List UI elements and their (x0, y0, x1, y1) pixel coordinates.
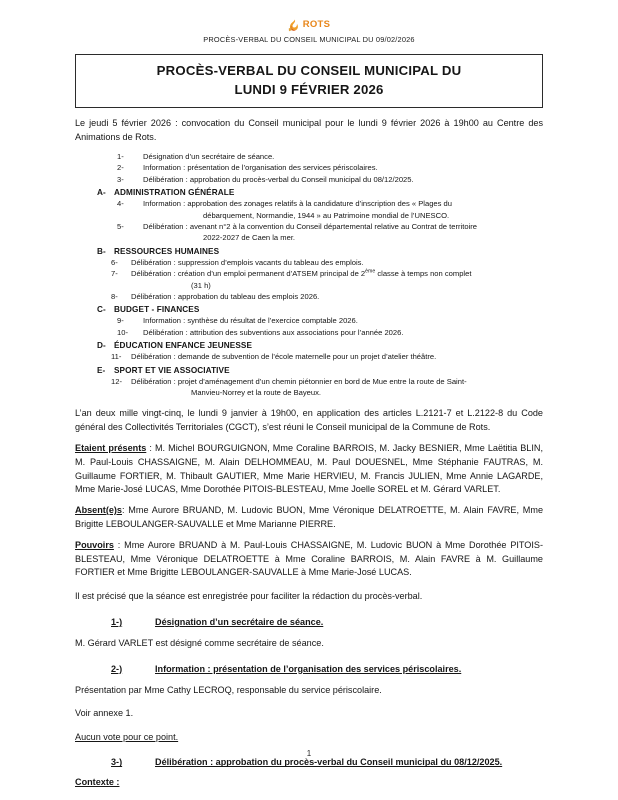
resolution-title: Information : présentation de l’organisation des services périscolaires. (155, 663, 462, 674)
title-line-2: LUNDI 9 FÉVRIER 2026 (234, 81, 384, 97)
resolution-title: Délibération : approbation du procès-verbal du Conseil municipal du 08/12/2025. (155, 757, 503, 768)
agenda-section-e (97, 366, 543, 375)
resolution-heading-3 (111, 757, 543, 767)
agenda-item-number: 2- (117, 163, 124, 173)
agenda-item-text: Délibération : avenant n°2 à la convention du Conseil départemental relative au Contrat de territoire 2022-2027 de Caen la mer. (143, 221, 543, 244)
page-number: 1 (306, 749, 312, 758)
resolution-number: 3-) (111, 757, 123, 768)
preamble-paragraph: L’an deux mille vingt-cinq, le lundi 9 janvier à 19h00, en application des articles L.2121-7 et L.2122-8 du Code général des Collectivités Territoriales (CGCT), s’est réuni le Conseil municipal de la Commune de Rots. (75, 408, 543, 433)
agenda-item-number: 5- (117, 222, 124, 232)
attendance-absent (75, 504, 543, 532)
agenda-item (117, 198, 543, 221)
agenda-item (117, 221, 543, 244)
agenda-section-title: ÉDUCATION ENFANCE JEUNESSE (114, 341, 253, 351)
agenda-section-b (97, 247, 543, 256)
resolution-number: 1-) (111, 616, 123, 627)
agenda-item-text: Information : approbation des zonages relatifs à la candidature d’inscription des « Plages du débarquement, Normandie, 1944 » au Patrimoine mondial de l’UNESCO. (143, 198, 543, 221)
agenda-item-text: Information : synthèse du résultat de l’exercice comptable 2026. (143, 316, 358, 326)
agenda-item (117, 162, 543, 173)
agenda-item-number: 9- (117, 316, 124, 326)
agenda-item-text: Délibération : approbation du tableau des emplois 2026. (131, 292, 320, 301)
logo-text: ROTS (302, 19, 331, 31)
agenda-item-continuation: débarquement, Normandie, 1944 » au Patrimoine mondial de l’UNESCO. (203, 210, 450, 220)
agenda-section-title: BUDGET - FINANCES (114, 305, 200, 315)
agenda-section-title: SPORT ET VIE ASSOCIATIVE (114, 365, 230, 375)
resolution-heading-2 (111, 664, 543, 674)
agenda-item (111, 291, 543, 302)
agenda-item-number: 6- (111, 257, 118, 267)
attendance-present-text: : M. Michel BOURGUIGNON, Mme Coraline BARROIS, M. Jacky BESNIER, Mme Laëtitia BLIN, M. Paul-Louis CHASSAIGNE, M. Alain DELHOMMEAU, M. Paul DOUESNEL, Mme Stéphanie FAUTRAS, M. Guillaume FORTIER, M. Thibault GAUTIER, Mme Marie HERVIEU, M. Francis JULIEN, Mme Annie LAGARDE, Mme Marie-José LUCAS, Mme Dorothée PITOIS-BLESTEAU, Mme Joelle SOREL et M. Gérard VARLET. (75, 442, 543, 495)
agenda-section-letter: A- (97, 188, 106, 198)
agenda-item-text: Délibération : suppression d’emplois vacants du tableau des emplois. (131, 257, 364, 267)
agenda-item-continuation: Manvieu-Norrey et la route de Bayeux. (191, 387, 322, 397)
agenda-item (111, 268, 543, 291)
running-head: PROCÈS-VERBAL DU CONSEIL MUNICIPAL DU 09/02/2026 (203, 35, 415, 44)
agenda-section-d (97, 341, 543, 350)
agenda-item-text: Délibération : projet d’aménagement d’un chemin piétonnier en bord de Mue entre la route de Saint- Manvieu-Norrey et la route de Bayeux. (131, 376, 543, 399)
title-line-1: PROCÈS-VERBAL DU CONSEIL MUNICIPAL DU (156, 63, 462, 78)
agenda-item (117, 151, 543, 162)
resolution-1-body: M. Gérard VARLET est désigné comme secrétaire de séance. (75, 637, 324, 648)
attendance-absent-label: Absent(e)s (75, 505, 122, 516)
agenda-item (111, 376, 543, 399)
ordinal-suffix: ème (365, 268, 376, 275)
document-title-box (75, 54, 543, 108)
agenda-item-text: Délibération : attribution des subventions aux associations pour l’année 2026. (143, 327, 404, 337)
agenda-item (111, 351, 543, 362)
agenda-item-continuation: 2022-2027 de Caen la mer. (203, 233, 296, 243)
agenda-item-number: 12- (111, 376, 122, 386)
agenda-item (117, 327, 543, 338)
agenda-section-letter: D- (97, 341, 106, 351)
recording-notice: Il est précisé que la séance est enregistrée pour faciliter la rédaction du procès-verbal. (75, 591, 423, 602)
attendance-absent-text: : Mme Aurore BRUAND, M. Ludovic BUON, Mme Véronique DELATROETTE, M. Alain FAVRE, Mme Brigitte LEBOULANGER-SAUVALLE et Mme Marianne PIERRE. (75, 505, 543, 530)
agenda-section-letter: E- (97, 365, 106, 375)
agenda-section-c (97, 305, 543, 314)
agenda-item-text: Désignation d’un secrétaire de séance. (143, 152, 275, 162)
resolution-3-context-label: Contexte : (75, 777, 120, 788)
agenda-item-continuation: (31 h) (191, 280, 211, 290)
agenda-item-number: 11- (111, 352, 122, 362)
agenda-section-a (97, 188, 543, 197)
attendance-powers (75, 539, 543, 580)
rots-logo-icon (288, 19, 300, 32)
agenda-item (111, 257, 543, 268)
agenda-item (117, 174, 543, 185)
attendance-present (75, 442, 543, 497)
attendance-powers-label: Pouvoirs (75, 539, 114, 550)
agenda-list (75, 151, 543, 398)
resolution-2-vote-note: Aucun vote pour ce point. (75, 731, 179, 742)
resolution-2-annex-ref: Voir annexe 1. (75, 708, 134, 719)
agenda-item-number: 1- (117, 152, 124, 162)
logo-row (75, 18, 543, 32)
agenda-item-text: Délibération : approbation du procès-verbal du Conseil municipal du 08/12/2025. (143, 174, 414, 184)
agenda-item (117, 315, 543, 326)
agenda-item-text: Délibération : demande de subvention de l’école maternelle pour un projet d’atelier théâtre. (131, 352, 437, 362)
agenda-item-text: Délibération : création d’un emploi permanent d’ATSEM principal de 2ème classe à temps non complet (31 h) (131, 268, 543, 291)
agenda-section-letter: B- (97, 246, 106, 256)
attendance-present-label: Etaient présents (75, 442, 147, 453)
agenda-item-number: 3- (117, 174, 124, 184)
attendance-powers-text: : Mme Aurore BRUAND à M. Paul-Louis CHASSAIGNE, M. Ludovic BUON à Mme Dorothée PITOIS-BLESTEAU, Mme Véronique DELATROETTE à Mme Coraline BARROIS, M. Alain FAVRE à M. Guillaume FORTIER et Mme Brigitte LEBOULANGER-SAUVALLE à Mme Marie-José LUCAS. (75, 539, 543, 578)
resolution-number: 2-) (111, 663, 123, 674)
agenda-section-title: ADMINISTRATION GÉNÉRALE (114, 188, 235, 198)
document-header (75, 0, 543, 44)
agenda-item-number: 4- (117, 199, 124, 209)
resolution-2-body: Présentation par Mme Cathy LECROQ, responsable du service périscolaire. (75, 684, 382, 695)
agenda-item-number: 10- (117, 327, 128, 337)
agenda-item-number: 7- (111, 269, 118, 279)
agenda-section-letter: C- (97, 305, 106, 315)
agenda-item-number: 8- (111, 292, 118, 301)
resolution-title: Désignation d’un secrétaire de séance. (155, 616, 324, 627)
resolution-heading-1 (111, 617, 543, 627)
agenda-section-title: RESSOURCES HUMAINES (114, 246, 220, 256)
agenda-item-text: Information : présentation de l’organisation des services périscolaires. (143, 163, 378, 173)
convocation-paragraph: Le jeudi 5 février 2026 : convocation du Conseil municipal pour le lundi 9 février 2026 à 19h00 au Centre des Animations de Rots. (75, 118, 543, 143)
